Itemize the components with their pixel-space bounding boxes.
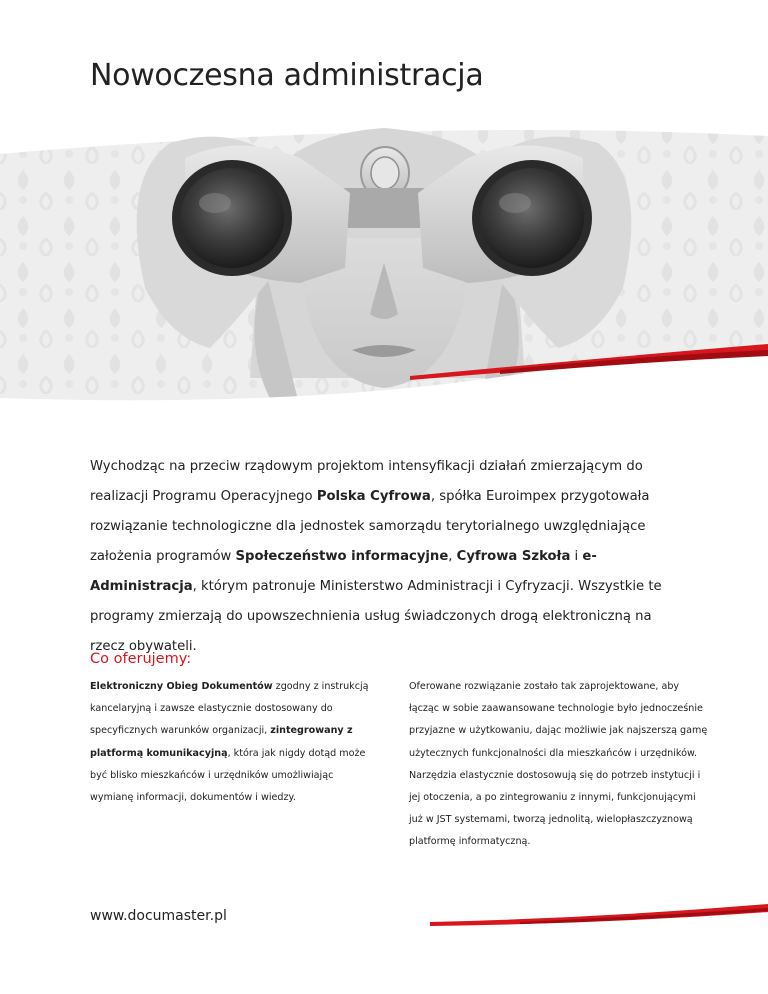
offer-highlight-eod: Elektroniczny Obieg Dokumentów xyxy=(90,681,273,692)
page-title: Nowoczesna administracja xyxy=(90,58,484,93)
footer-swoosh xyxy=(430,892,768,932)
offer-highlight-platform: zintegrowany z platformą komunikacyjną xyxy=(90,725,353,759)
intro-text: i xyxy=(570,549,583,564)
offer-heading: Co oferujemy: xyxy=(90,651,192,667)
offer-text: , która jak nigdy dotąd może być blisko mieszkańców i urzędników umożliwiając wymianę informacji, dokumentów i wiedzy. xyxy=(90,747,366,804)
hero-photo xyxy=(0,118,768,408)
offer-right-column: Oferowane rozwiązanie zostało tak zaprojektowane, aby łącząc w sobie zaawansowane technologie było jednocześnie przyjazne w użytkowaniu, dając możliwie jak najszerszą gamę użytecznych funkcjonalności dla mieszkańców i urzędników. Narzędzia elastycznie dostosowują się do potrzeb instytucji i jej otoczenia, a po zintegrowaniu z innymi, funkcjonującymi już w JST systemami, tworzą jednolitą, wielopłaszczyznową platformę informatyczną. xyxy=(409,681,708,848)
intro-text: , spółka Euroimpex przygotowała rozwiązanie technologiczne dla jednostek samorządu terytorialnego uwzględniające założenia programów xyxy=(90,489,650,564)
intro-highlight-spoleczenstwo: Społeczeństwo informacyjne xyxy=(235,549,449,564)
intro-paragraph xyxy=(90,452,690,662)
offer-text: zgodny z instrukcją kancelaryjną i zawsze elastycznie dostosowany do specyficznych warunków organizacji, xyxy=(90,681,369,737)
intro-text: , xyxy=(448,549,457,564)
intro-highlight-cyfrowa-szkola: Cyfrowa Szkoła xyxy=(456,549,571,564)
website-link[interactable]: www.documaster.pl xyxy=(90,908,227,924)
offer-left-column xyxy=(90,676,375,809)
intro-highlight-e-administracja: e-Administracja xyxy=(90,549,597,594)
intro-text: , którym patronuje Ministerstwo Administracji i Cyfryzacji. Wszystkie te programy zmierzają do upowszechnienia usług świadczonych drogą elektroniczną na rzecz obywateli. xyxy=(90,579,662,654)
intro-highlight-polska-cyfrowa: Polska Cyfrowa xyxy=(316,489,431,504)
intro-text: Wychodząc na przeciw rządowym projektom intensyfikacji działań zmierzającym do realizacji Programu Operacyjnego xyxy=(90,459,643,504)
